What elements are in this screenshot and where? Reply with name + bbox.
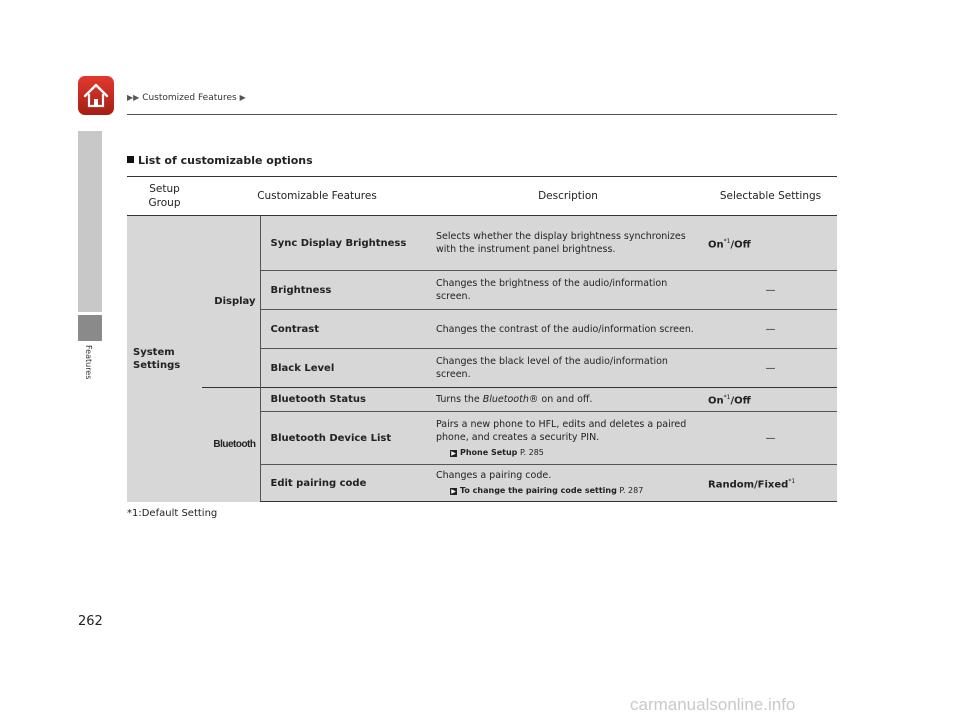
- description: Selects whether the display brightness synchronizes with the instrument panel brightness.: [432, 216, 704, 271]
- description: Changes the contrast of the audio/information screen.: [432, 310, 704, 349]
- feature-edit-pairing-code: Edit pairing code: [260, 465, 432, 502]
- breadcrumb-arrow-icon: ▶: [239, 93, 246, 102]
- xref-arrow-icon: ▶: [451, 449, 456, 457]
- cross-reference-link[interactable]: ▶ Phone Setup P. 285: [451, 447, 544, 457]
- bluetooth-logo: Bluetooth: [213, 439, 256, 451]
- setting: On$^{*1}$/Off: [704, 388, 837, 412]
- page-number: 262: [78, 614, 103, 629]
- feature-brightness: Brightness: [260, 271, 432, 310]
- breadcrumb[interactable]: [127, 93, 246, 103]
- feature-bluetooth-device-list: Bluetooth Device List: [260, 412, 432, 465]
- header-rule: [127, 114, 837, 115]
- table-row: [127, 216, 837, 271]
- table-header-row: [127, 177, 837, 216]
- home-button[interactable]: [78, 76, 114, 115]
- bullet-square-icon: [127, 156, 134, 163]
- customizable-options-table: [127, 176, 837, 502]
- description: Changes the brightness of the audio/information screen.: [432, 271, 704, 310]
- xref-arrow-icon: ▶: [451, 488, 456, 495]
- section-title: List of customizable options: [127, 154, 313, 167]
- breadcrumb-arrow-icon: ▶▶: [127, 93, 140, 102]
- setting: On$^{*1}$/Off: [704, 216, 837, 271]
- header-settings: Selectable Settings: [704, 177, 837, 216]
- feature-bluetooth-status: Bluetooth Status: [260, 388, 432, 412]
- cross-reference-link[interactable]: ▶ To change the pairing code setting P. 287: [451, 486, 644, 495]
- side-section-label: Features: [84, 345, 93, 380]
- subgroup-display: Display: [202, 216, 260, 388]
- description: Changes a pairing code. ▶ To change the pairing code setting P. 287: [432, 465, 704, 502]
- home-icon: [78, 76, 114, 115]
- side-tab[interactable]: [78, 315, 102, 341]
- footnote: *1:Default Setting: [127, 508, 218, 519]
- setting: —: [704, 412, 837, 465]
- description: Changes the black level of the audio/information screen.: [432, 349, 704, 388]
- setting: Random/Fixed$^{*1}$: [704, 465, 837, 502]
- table-row: [127, 388, 837, 412]
- setting: —: [704, 271, 837, 310]
- subgroup-bluetooth: [202, 388, 260, 502]
- description: Turns the Bluetooth® on and off.: [432, 388, 704, 412]
- feature-black-level: Black Level: [260, 349, 432, 388]
- feature-contrast: Contrast: [260, 310, 432, 349]
- header-features: Customizable Features: [202, 177, 432, 216]
- description: Pairs a new phone to HFL, edits and deletes a paired phone, and creates a security PIN. ▶ Phone Setup P. 285: [432, 412, 704, 465]
- header-setup-group: Setup Group: [127, 177, 202, 216]
- setting: —: [704, 349, 837, 388]
- header-description: Description: [432, 177, 704, 216]
- side-band: [78, 131, 102, 312]
- breadcrumb-link[interactable]: Customized Features: [142, 93, 237, 103]
- setting: —: [704, 310, 837, 349]
- group-system-settings: System Settings: [127, 216, 202, 502]
- feature-sync-display-brightness: Sync Display Brightness: [260, 216, 432, 271]
- watermark: carmanualsonline.info: [630, 695, 796, 714]
